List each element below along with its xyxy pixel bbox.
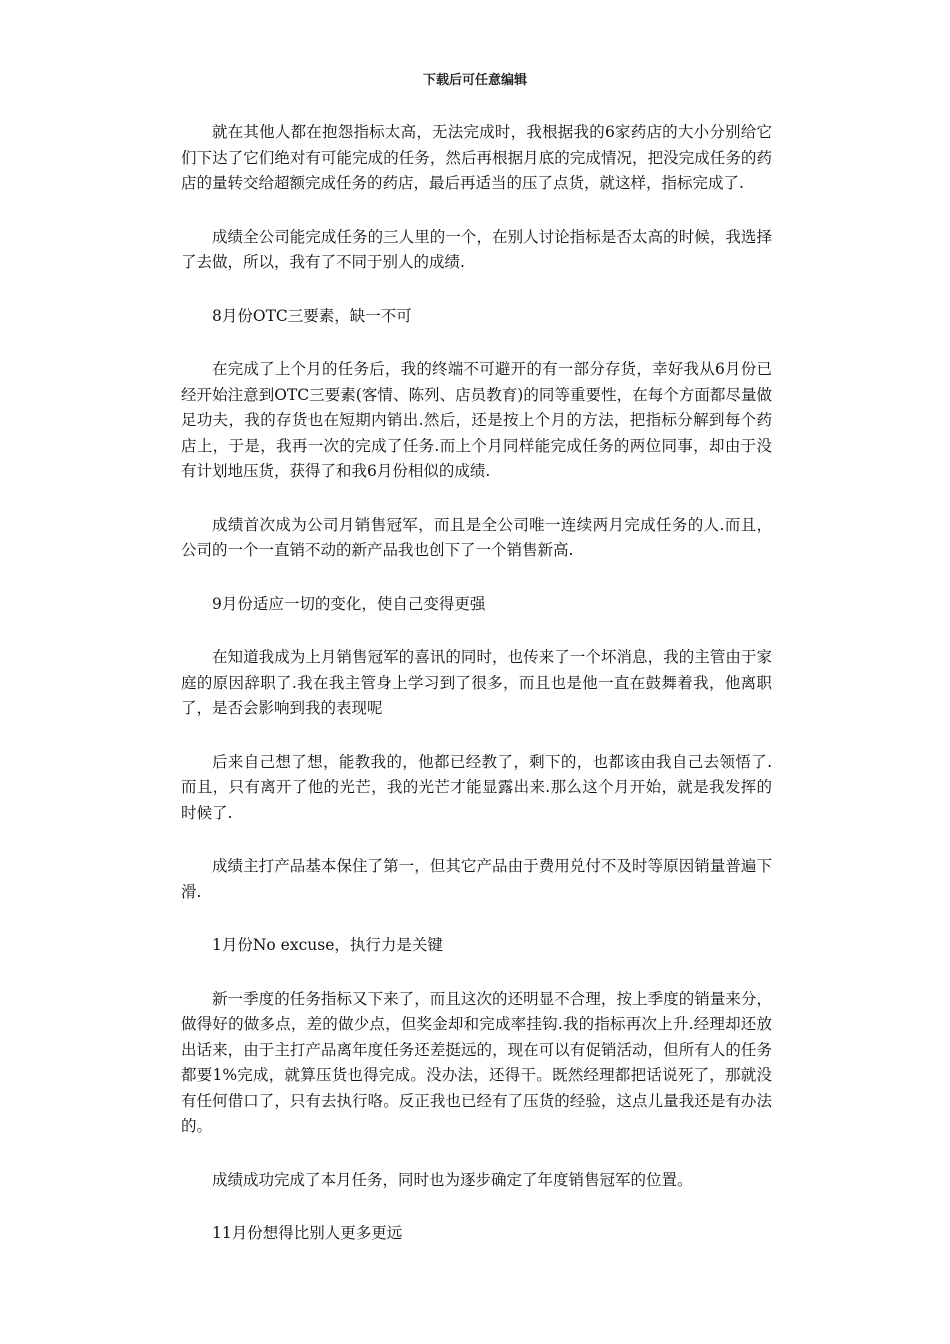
page-header: 下载后可任意编辑: [422, 73, 527, 88]
paragraph: 成绩首次成为公司月销售冠军，而且是全公司唯一连续两月完成任务的人.而且，公司的一个一直销不动的新产品我也创下了一个销售新高.: [181, 515, 772, 559]
paragraph: 在知道我成为上月销售冠军的喜讯的同时，也传来了一个坏消息，我的主管由于家庭的原因辞职了.我在我主管身上学习到了很多，而且也是他一直在鼓舞着我，他离职了，是否会影响到我的表现呢: [181, 648, 772, 717]
paragraph: 成绩成功完成了本月任务，同时也为逐步确定了年度销售冠军的位置。: [212, 1170, 693, 1189]
paragraph: 成绩全公司能完成任务的三人里的一个，在别人讨论指标是否太高的时候，我选择了去做，所以，我有了不同于别人的成绩.: [181, 227, 772, 271]
section-heading: 1月份No excuse，执行力是关键: [212, 936, 443, 954]
document-body: [181, 120, 772, 1275]
section-heading: 11月份想得比别人更多更远: [212, 1224, 403, 1242]
section-heading: 9月份适应一切的变化，使自己变得更强: [212, 594, 486, 613]
paragraph: 就在其他人都在抱怨指标太高，无法完成时，我根据我的6家药店的大小分别给它们下达了它们绝对有可能完成的任务，然后再根据月底的完成情况，把没完成任务的药店的量转交给超额完成任务的药店，最后再适当的压了点货，就这样，指标完成了.: [181, 123, 772, 192]
section-heading: 8月份OTC三要素，缺一不可: [212, 306, 412, 325]
paragraph: 后来自己想了想，能教我的，他都已经教了，剩下的，也都该由我自己去领悟了.而且，只有离开了他的光芒，我的光芒才能显露出来.那么这个月开始，就是我发挥的时候了.: [181, 752, 772, 822]
paragraph: 成绩主打产品基本保住了第一，但其它产品由于费用兑付不及时等原因销量普遍下滑.: [181, 857, 772, 901]
paragraph: 新一季度的任务指标又下来了，而且这次的还明显不合理，按上季度的销量来分，做得好的做多点，差的做少点，但奖金却和完成率挂钩.我的指标再次上升.经理却还放出话来，由于主打产品离年度任务还差挺远的，现在可以有促销活动，但所有人的任务都要1%完成，就算压货也得完成。没办法，还得干。既然经理都把话说死了，那就没有任何借口了，只有去执行咯。反正我也已经有了压货的经验，这点儿量我还是有办法的。: [181, 989, 772, 1135]
paragraph: 在完成了上个月的任务后，我的终端不可避开的有一部分存货，幸好我从6月份已经开始注意到OTC三要素(客情、陈列、店员教育)的同等重要性，在每个方面都尽量做足功夫，我的存货也在短期内销出.然后，还是按上个月的方法，把指标分解到每个药店上，于是，我再一次的完成了任务.而上个月同样能完成任务的两位同事，却由于没有计划地压货，获得了和我6月份相似的成绩.: [181, 360, 772, 480]
